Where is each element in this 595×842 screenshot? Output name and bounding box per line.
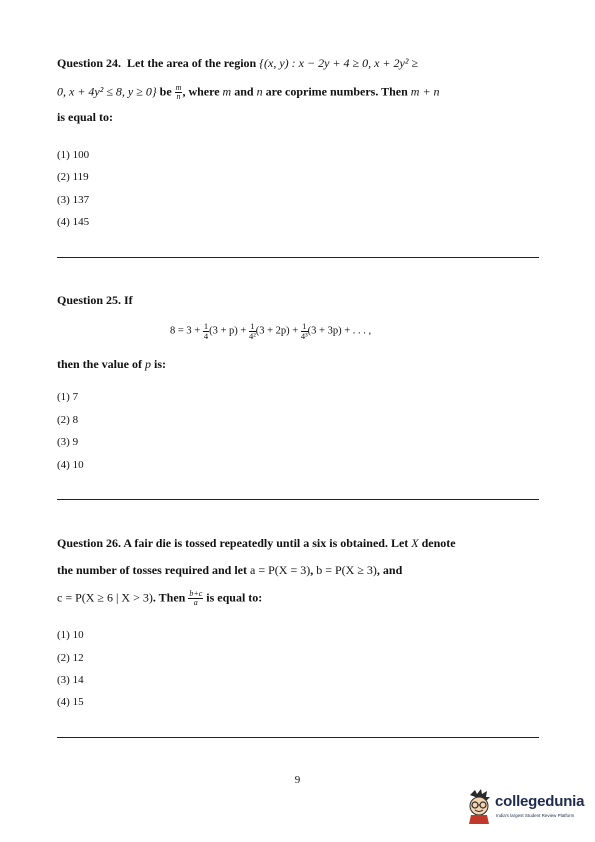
q24-option-2[interactable]: (2) 119 (57, 171, 89, 183)
q25-term1-coef: $\frac{1}{4}$ (203, 321, 209, 341)
q24-where: , where (182, 84, 220, 99)
q24-option-4[interactable]: (4) 145 (57, 216, 90, 228)
q26-and: , and (376, 563, 403, 577)
q26-line-3 (57, 590, 262, 607)
q26-let-text: the number of tosses required and let (57, 563, 248, 577)
q26-c-definition: c = P(X ≥ 6 | X > 3) (57, 590, 153, 605)
q25-line-1 (57, 293, 133, 308)
q26-option-2[interactable]: (2) 12 (57, 652, 84, 664)
divider-rule (57, 499, 539, 500)
q26-equal-to: is equal to: (206, 590, 263, 605)
q25-if: If (124, 293, 133, 307)
q24-var-m: m (222, 84, 232, 99)
divider-rule (57, 257, 539, 258)
logo-wordmark: collegedunia (495, 793, 585, 810)
q26-a-definition: a = P(X = 3) (250, 563, 311, 577)
q25-option-2[interactable]: (2) 8 (57, 414, 79, 426)
q26-b-definition: b = P(X ≥ 3) (316, 563, 377, 577)
q25-then-text: then the value of (57, 357, 142, 371)
q25-label: Question 25. (57, 293, 122, 307)
q25-term3-coef: $\frac{1}{\text{4³}}$ (300, 321, 308, 341)
q24-stem-start: Let the area of the region (127, 56, 257, 70)
q25-option-3[interactable]: (3) 9 (57, 436, 79, 448)
q26-var-X: X (411, 536, 419, 550)
q24-line-2 (57, 84, 440, 101)
q26-then: . Then (152, 590, 186, 605)
q24-option-1[interactable]: (1) 100 (57, 149, 90, 161)
q24-coprime-text: are coprime numbers. Then (265, 84, 408, 99)
q25-line-2 (57, 357, 166, 372)
q25-is: is: (154, 357, 166, 371)
q26-line-2: the number of tosses required and let a = P(X = 3), b = P(X ≥ 3), and (57, 563, 403, 577)
q26-label: Question 26. (57, 536, 122, 550)
logo-tagline: India's largest Student Review Platform (496, 813, 575, 818)
q24-option-3[interactable]: (3) 137 (57, 194, 90, 206)
q26-option-1[interactable]: (1) 10 (57, 629, 84, 641)
q25-series-equation: 8 = 3 + $\frac{1}{4}$ (3 + p) + $\frac{1}{\text{4²}}$ (3 + 2p) + $\frac{1}{\text{4³}}$ (3 + 3p) + . . . , (170, 321, 372, 341)
q24-region-set-part1: {(x, y) : x − 2y + 4 ≥ 0, x + 2y² ≥ (259, 56, 419, 70)
q26-stem-start: A fair die is tossed repeatedly until a six is obtained. Let (123, 536, 409, 550)
page-number: 9 (294, 774, 301, 786)
q26-line-1 (57, 536, 456, 551)
q24-line-3: is equal to: (57, 110, 114, 124)
divider-rule (57, 737, 539, 738)
mascot-icon (462, 787, 496, 825)
q26-option-4[interactable]: (4) 15 (57, 696, 84, 708)
q24-var-n: n (256, 84, 263, 99)
q24-region-set-part2: 0, x + 4y² ≤ 8, y ≥ 0} (57, 84, 157, 99)
q24-label: Question 24. (57, 56, 122, 70)
collegedunia-logo (462, 787, 587, 827)
q25-option-4[interactable]: (4) 10 (57, 459, 84, 471)
q24-expression: m + n (410, 84, 440, 99)
q25-option-1[interactable]: (1) 7 (57, 391, 79, 403)
q26-fraction: $\frac{b+c}{a}$ (189, 589, 203, 607)
q26-option-3[interactable]: (3) 14 (57, 674, 84, 686)
q25-var-p: p (145, 357, 151, 371)
q25-term2-coef: $\frac{1}{\text{4²}}$ (248, 321, 256, 341)
q24-be: be (159, 84, 172, 99)
q24-and: and (234, 84, 254, 99)
q26-denote: denote (421, 536, 456, 550)
q24-line-1 (57, 56, 418, 71)
q24-area-fraction: $\frac{m}{n}$ (175, 83, 182, 101)
